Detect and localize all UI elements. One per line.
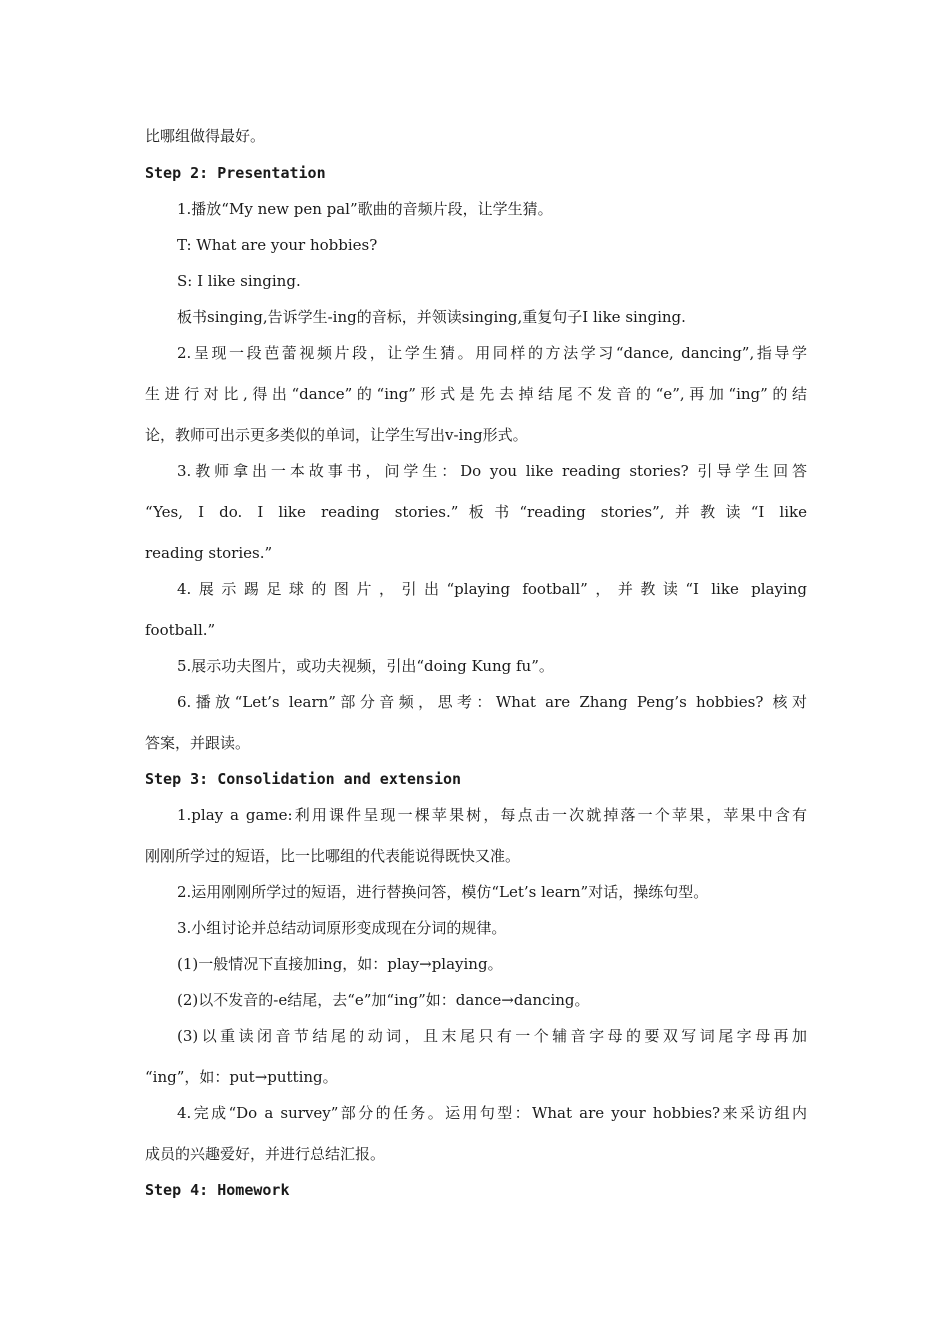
- step-4-heading: Step 4: Homework: [145, 1181, 290, 1199]
- paragraph-line: (2)以不发音的-e结尾，去“e”加“ing”如：dance→dancing。: [177, 991, 590, 1009]
- paragraph-line: 1.播放“My new pen pal”歌曲的音频片段，让学生猜。: [177, 200, 553, 218]
- paragraph-line: S: I like singing.: [177, 272, 301, 290]
- paragraph-line: “Yes, I do. I like reading stories.”板书“reading stories”,并教读“I like: [145, 503, 807, 521]
- paragraph-line: football.”: [145, 621, 216, 639]
- paragraph-line: 2.呈现一段芭蕾视频片段，让学生猜。用同样的方法学习“dance, dancing”,指导学: [177, 344, 807, 362]
- paragraph-line: 2.运用刚刚所学过的短语，进行替换问答，模仿“Let’s learn”对话，操练句型。: [177, 883, 709, 901]
- paragraph-line: 6.播放“Let’s learn”部分音频，思考：What are Zhang Peng’s hobbies? 核对: [177, 693, 807, 711]
- step-2-heading: Step 2: Presentation: [145, 164, 326, 182]
- paragraph-line: 5.展示功夫图片，或功夫视频，引出“doing Kung fu”。: [177, 657, 554, 675]
- paragraph-line: (3)以重读闭音节结尾的动词，且末尾只有一个辅音字母的要双写词尾字母再加: [177, 1027, 807, 1045]
- paragraph-line: 3.小组讨论并总结动词原形变成现在分词的规律。: [177, 919, 507, 937]
- paragraph-line: “ing”，如：put→putting。: [145, 1068, 338, 1086]
- paragraph-line: (1)一般情况下直接加ing，如：play→playing。: [177, 955, 503, 973]
- paragraph-line: 生进行对比,得出“dance”的“ing”形式是先去掉结尾不发音的“e”,再加“ing”的结: [145, 385, 807, 403]
- paragraph-line: 刚刚所学过的短语，比一比哪组的代表能说得既快又准。: [145, 847, 521, 865]
- step-3-heading: Step 3: Consolidation and extension: [145, 770, 462, 788]
- paragraph-line: 板书singing,告诉学生-ing的音标，并领读singing,重复句子I like singing.: [177, 308, 686, 326]
- paragraph-line: reading stories.”: [145, 544, 273, 562]
- paragraph-line: 4.展示踢足球的图片，引出“playing football”，并教读“I like playing: [177, 580, 807, 598]
- paragraph-line: 比哪组做得最好。: [145, 127, 266, 145]
- paragraph-line: 3.教师拿出一本故事书，问学生：Do you like reading stories? 引导学生回答: [177, 462, 807, 480]
- paragraph-line: 答案，并跟读。: [145, 734, 251, 752]
- paragraph-line: T: What are your hobbies?: [177, 236, 378, 254]
- paragraph-line: 1.play a game:利用课件呈现一棵苹果树，每点击一次就掉落一个苹果，苹果中含有: [177, 806, 807, 824]
- paragraph-line: 成员的兴趣爱好，并进行总结汇报。: [145, 1145, 386, 1163]
- paragraph-line: 论，教师可出示更多类似的单词，让学生写出v-ing形式。: [145, 426, 528, 444]
- paragraph-line: 4.完成“Do a survey”部分的任务。运用句型：What are your hobbies?来采访组内: [177, 1104, 807, 1122]
